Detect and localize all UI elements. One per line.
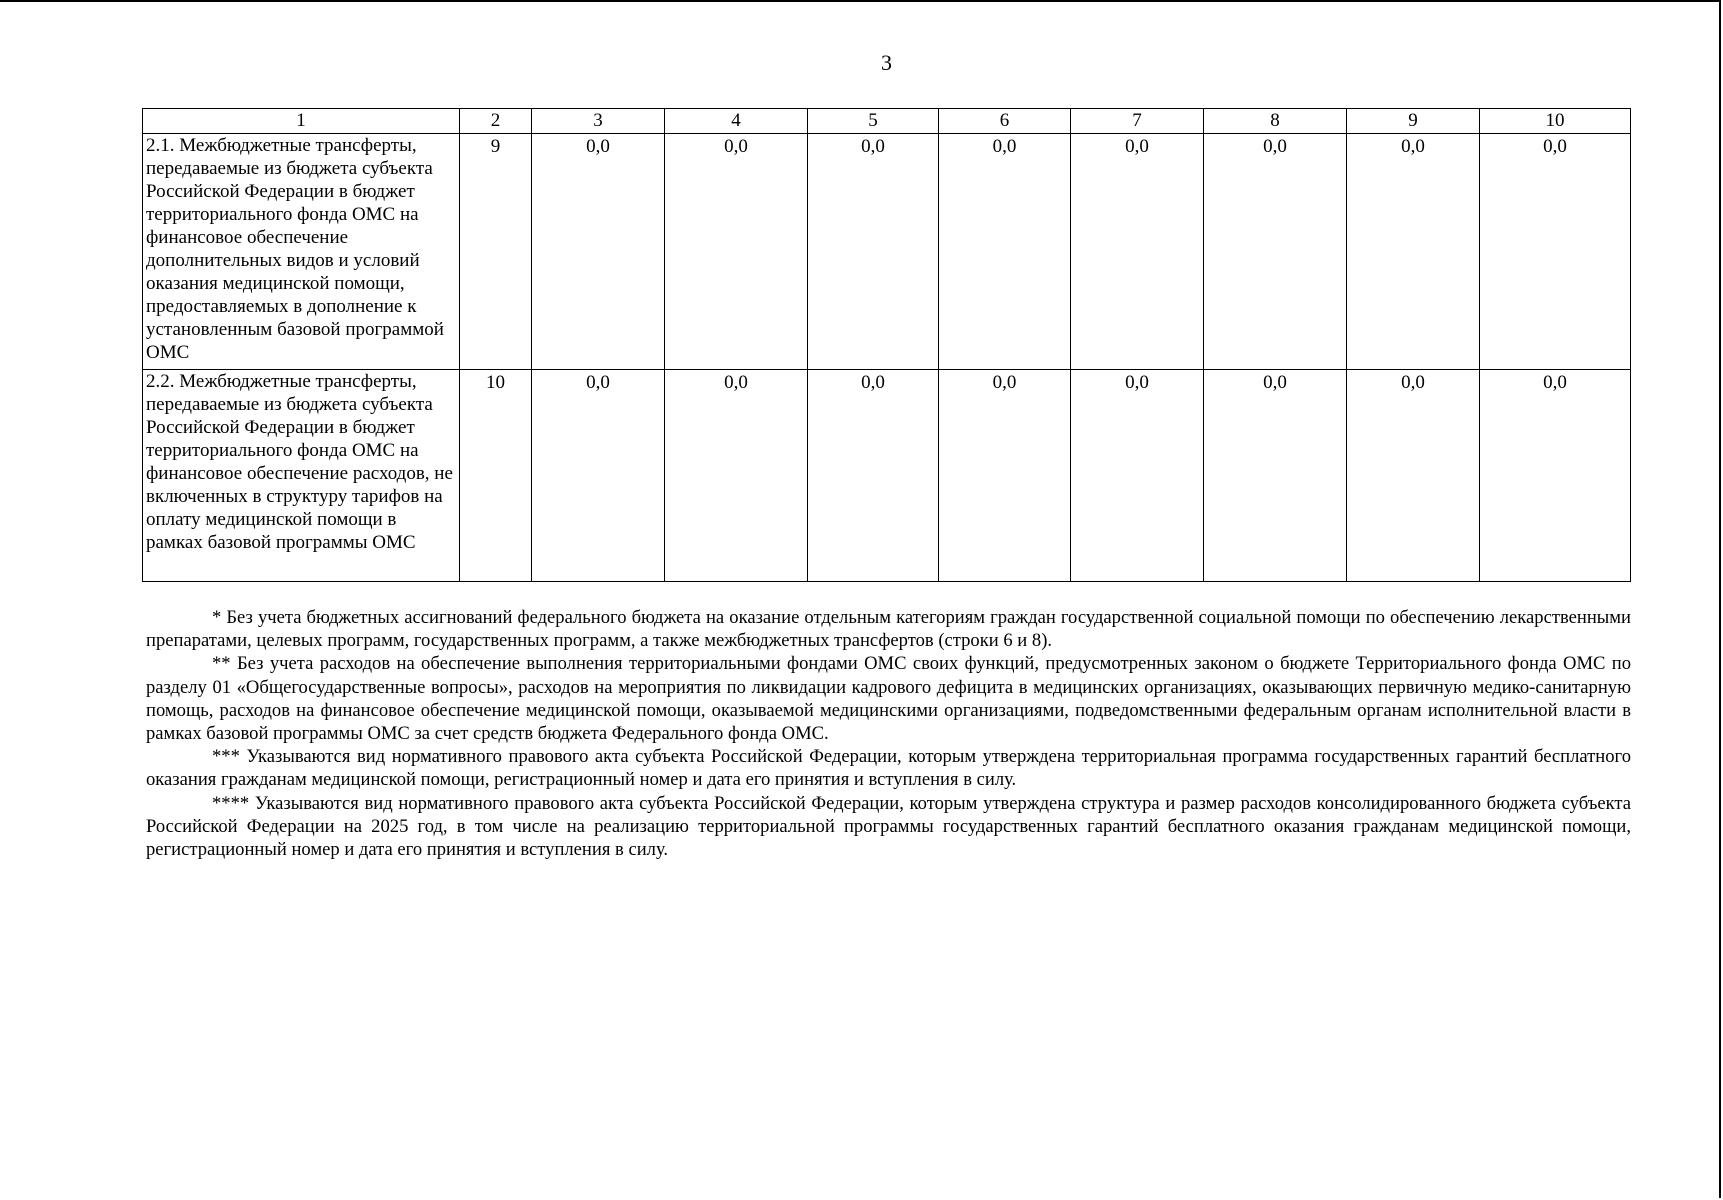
table-cell: 0,0 <box>1480 134 1631 370</box>
footnote: *** Указываются вид нормативного правового акта субъекта Российской Федерации, которым утверждена территориальная программа государственных гарантий бесплатного оказания гражданам медицинской помощи, регистрационный номер и дата его принятия и вступления в силу. <box>146 746 1631 791</box>
table-row <box>143 134 1631 370</box>
table-cell: 0,0 <box>532 370 665 582</box>
table-cell: 0,0 <box>665 134 808 370</box>
table-cell: 0,0 <box>1347 370 1480 582</box>
footnote: **** Указываются вид нормативного правового акта субъекта Российской Федерации, которым утверждена структура и размер расходов консолидированного бюджета субъекта Российской Федерации на 2025 год, в том числе на реализацию территориальной программы государственных гарантий бесплатного оказания гражданам медицинской помощи, регистрационный номер и дата его принятия и вступления в силу. <box>146 792 1631 861</box>
table-cell: 10 <box>460 370 532 582</box>
table-cell: 0,0 <box>939 370 1071 582</box>
column-header: 2 <box>460 109 532 134</box>
table-cell: 0,0 <box>808 134 939 370</box>
column-header: 4 <box>665 109 808 134</box>
row-label: 2.1. Межбюджетные трансферты, передаваемые из бюджета субъекта Российской Федерации в бюджет территориального фонда ОМС на финансовое обеспечение дополнительных видов и условий оказания медицинской помощи, предоставляемых в дополнение к установленным базовой программой ОМС <box>143 134 460 370</box>
table-cell: 0,0 <box>939 134 1071 370</box>
column-header: 3 <box>532 109 665 134</box>
table-cell: 0,0 <box>808 370 939 582</box>
table-cell: 0,0 <box>532 134 665 370</box>
footnote: ** Без учета расходов на обеспечение выполнения территориальными фондами ОМС своих функций, предусмотренных законом о бюджете Территориального фонда ОМС по разделу 01 «Общегосударственные вопросы», расходов на мероприятия по ликвидации кадрового дефицита в медицинских организациях, оказывающих первичную медико-санитарную помощь, расходов на финансовое обеспечение медицинской помощи, оказываемой медицинскими организациями, подведомственными федеральным органам исполнительной власти в рамках базовой программы ОМС за счет средств бюджета Федерального фонда ОМС. <box>146 653 1631 745</box>
table-header-row <box>143 109 1631 134</box>
budget-table <box>142 108 1631 582</box>
column-header: 10 <box>1480 109 1631 134</box>
footnotes <box>146 606 1631 861</box>
page-number: 3 <box>881 50 892 75</box>
table-cell: 0,0 <box>1480 370 1631 582</box>
column-header: 9 <box>1347 109 1480 134</box>
table-cell: 0,0 <box>1071 134 1204 370</box>
table-cell: 0,0 <box>665 370 808 582</box>
footnote: * Без учета бюджетных ассигнований федерального бюджета на оказание отдельным категориям граждан государственной социальной помощи по обеспечению лекарственными препаратами, целевых программ, государственных программ, а также межбюджетных трансфертов (строки 6 и 8). <box>146 607 1631 652</box>
table-cell: 0,0 <box>1347 134 1480 370</box>
table-cell: 0,0 <box>1204 134 1347 370</box>
column-header: 1 <box>143 109 460 134</box>
column-header: 8 <box>1204 109 1347 134</box>
table-cell: 0,0 <box>1071 370 1204 582</box>
column-header: 5 <box>808 109 939 134</box>
row-label: 2.2. Межбюджетные трансферты, передаваемые из бюджета субъекта Российской Федерации в бюджет территориального фонда ОМС на финансовое обеспечение расходов, не включенных в структуру тарифов на оплату медицинской помощи в рамках базовой программы ОМС <box>143 370 460 582</box>
column-header: 6 <box>939 109 1071 134</box>
table-cell: 0,0 <box>1204 370 1347 582</box>
column-header: 7 <box>1071 109 1204 134</box>
table-cell: 9 <box>460 134 532 370</box>
table-row <box>143 370 1631 582</box>
